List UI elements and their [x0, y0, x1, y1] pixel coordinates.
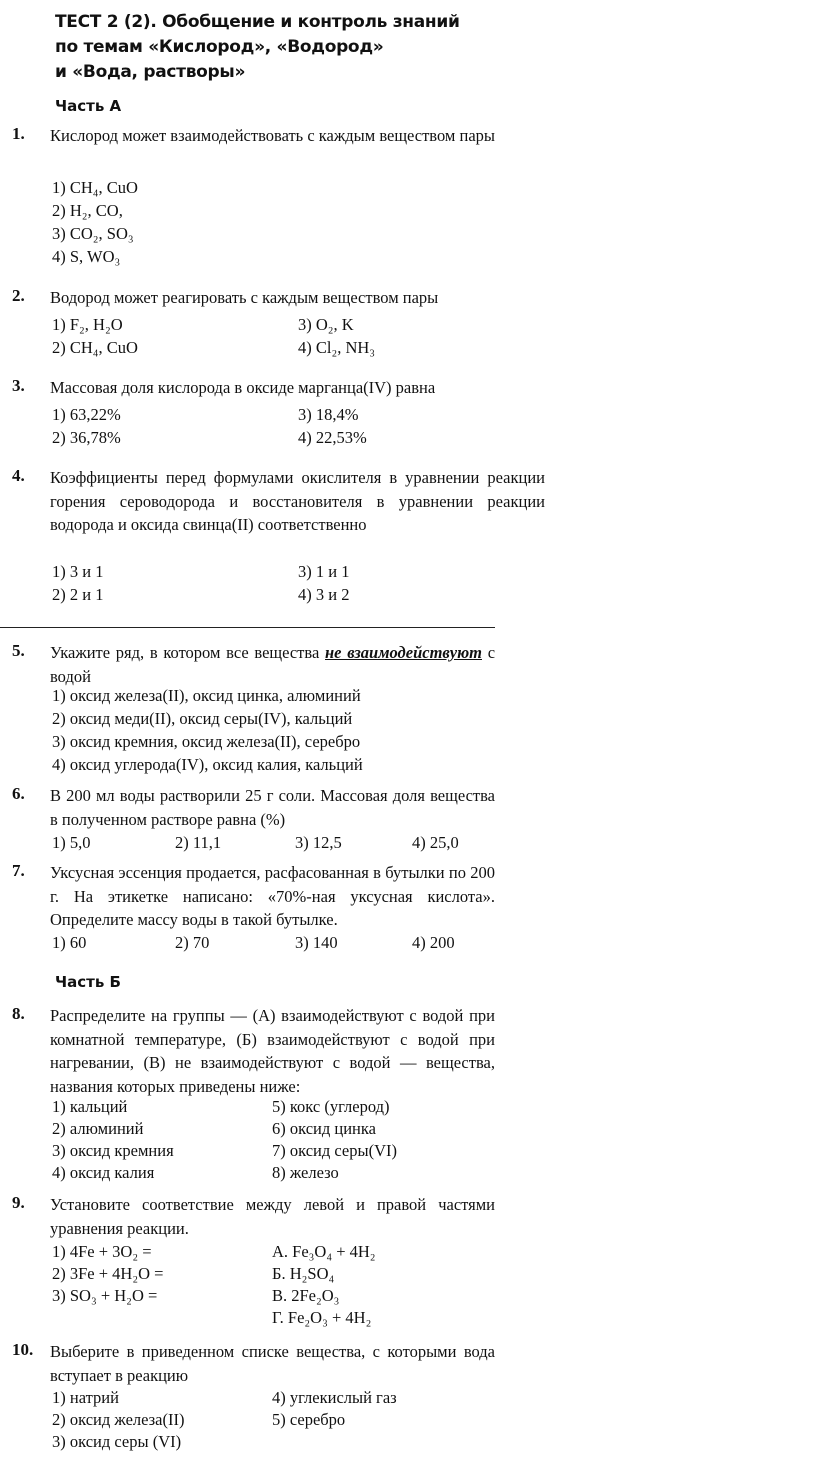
question-number: 1.: [12, 124, 25, 143]
equation-left: 1) 4Fe + 3O₂ =: [52, 1242, 152, 1261]
answer-option: 1) 60: [52, 933, 87, 952]
answer-option: 4) Cl₂, NH₃: [298, 338, 376, 357]
answer-option: 4) оксид углерода(IV), оксид калия, кальций: [52, 755, 363, 774]
equation-right: Г. Fe₂O₃ + 4H₂: [272, 1308, 372, 1327]
answer-option: 3) 140: [295, 933, 338, 952]
answer-option: 1) F₂, H₂O: [52, 315, 123, 334]
question-text: Уксусная эссенция продается, расфасованная в бутылки по 200 г. На этикетке написано: «70%-ная уксусная кислота». Определите массу воды в такой бутылке.: [50, 863, 495, 929]
answer-option: 3) 12,5: [295, 833, 342, 852]
answer-option: 4) 25,0: [412, 833, 459, 852]
question-text-start: Укажите ряд, в котором все вещества: [50, 643, 320, 662]
equation-right: А. Fe₃O₄ + 4H₂: [272, 1242, 376, 1261]
equation-right: В. 2Fe₂O₃: [272, 1286, 340, 1305]
answer-option: 5) серебро: [272, 1410, 346, 1429]
answer-option: 4) углекислый газ: [272, 1388, 397, 1407]
answer-option: 5) кокс (углерод): [272, 1097, 390, 1116]
answer-option: 2) H₂, CO,: [52, 201, 123, 220]
part-b-heading: Часть Б: [55, 973, 121, 991]
question-text: Массовая доля кислорода в оксиде марганца(IV) равна: [50, 378, 436, 397]
question-text: Кислород может взаимодействовать с каждым веществом пары: [50, 126, 495, 145]
answer-option: 7) оксид серы(VI): [272, 1141, 397, 1160]
answer-option: 1) 5,0: [52, 833, 91, 852]
question-text: В 200 мл воды растворили 25 г соли. Массовая доля вещества в полученном растворе равна (%): [50, 786, 495, 829]
question-number: 5.: [12, 641, 25, 660]
answer-option: 4) 200: [412, 933, 455, 952]
answer-option: 3) оксид кремния, оксид железа(II), серебро: [52, 732, 361, 751]
answer-option: 1) 3 и 1: [52, 562, 104, 581]
question-number: 10.: [12, 1340, 34, 1359]
question-number: 3.: [12, 376, 25, 395]
question-text-end: с водой: [50, 643, 496, 686]
title-line: ТЕСТ 2 (2). Обобщение и контроль знаний: [55, 12, 460, 32]
part-a-heading: Часть А: [55, 97, 122, 115]
answer-option: 1) CH₄, CuO: [52, 178, 138, 197]
answer-option: 2) оксид железа(II): [52, 1410, 185, 1429]
question-text: Установите соответствие между левой и правой частями уравнения реакции.: [50, 1195, 495, 1238]
answer-option: 2) 11,1: [175, 833, 222, 852]
answer-option: 1) 63,22%: [52, 405, 121, 424]
title-line: и «Вода, растворы»: [55, 62, 246, 82]
question-number: 7.: [12, 861, 25, 880]
emphasized-phrase: не взаимодействуют: [325, 643, 482, 662]
page-divider: [0, 627, 495, 628]
question-text: Распределите на группы — (А) взаимодействуют с водой при комнатной температуре, (Б) взаимодействуют с водой при нагревании, (В) не взаимодействуют с водой — вещества, названия которых приведены ниже:: [50, 1006, 495, 1096]
question-text: Водород может реагировать с каждым веществом пары: [50, 288, 439, 307]
answer-option: 4) 3 и 2: [298, 585, 350, 604]
question-number: 4.: [12, 466, 25, 485]
equation-right: Б. H₂SO₄: [272, 1264, 335, 1283]
answer-option: 2) 2 и 1: [52, 585, 104, 604]
answer-option: 2) 70: [175, 933, 210, 952]
answer-option: 2) оксид меди(II), оксид серы(IV), кальций: [52, 709, 353, 728]
equation-left: 2) 3Fe + 4H₂O =: [52, 1264, 164, 1283]
answer-option: 2) CH₄, CuO: [52, 338, 138, 357]
answer-option: 1) кальций: [52, 1097, 128, 1116]
answer-option: 2) 36,78%: [52, 428, 121, 447]
question-text: Выберите в приведенном списке вещества, с которыми вода вступает в реакцию: [50, 1342, 495, 1385]
question-text: Коэффициенты перед формулами окислителя в уравнении реакции горения сероводорода и восстановителя в уравнении реакции водорода и оксида свинца(II) соответственно: [50, 468, 545, 534]
question-text: [50, 641, 495, 688]
equation-left: 3) SO₃ + H₂O =: [52, 1286, 158, 1305]
title-line: по темам «Кислород», «Водород»: [55, 37, 384, 57]
question-number: 6.: [12, 784, 25, 803]
answer-option: 2) алюминий: [52, 1119, 144, 1138]
answer-option: 3) оксид серы (VI): [52, 1432, 182, 1451]
answer-option: 3) O₂, K: [298, 315, 354, 334]
answer-option: 4) 22,53%: [298, 428, 367, 447]
answer-option: 1) натрий: [52, 1388, 119, 1407]
page-title: [55, 10, 460, 85]
answer-option: 1) оксид железа(II), оксид цинка, алюминий: [52, 686, 361, 705]
answer-option: 6) оксид цинка: [272, 1119, 376, 1138]
question-number: 8.: [12, 1004, 25, 1023]
answer-option: 4) S, WO₃: [52, 247, 121, 266]
question-number: 9.: [12, 1193, 25, 1212]
answer-option: 8) железо: [272, 1163, 339, 1182]
answer-option: 3) оксид кремния: [52, 1141, 174, 1160]
answer-option: 4) оксид калия: [52, 1163, 155, 1182]
question-number: 2.: [12, 286, 25, 305]
answer-option: 3) 18,4%: [298, 405, 359, 424]
answer-option: 3) CO₂, SO₃: [52, 224, 134, 243]
answer-option: 3) 1 и 1: [298, 562, 350, 581]
